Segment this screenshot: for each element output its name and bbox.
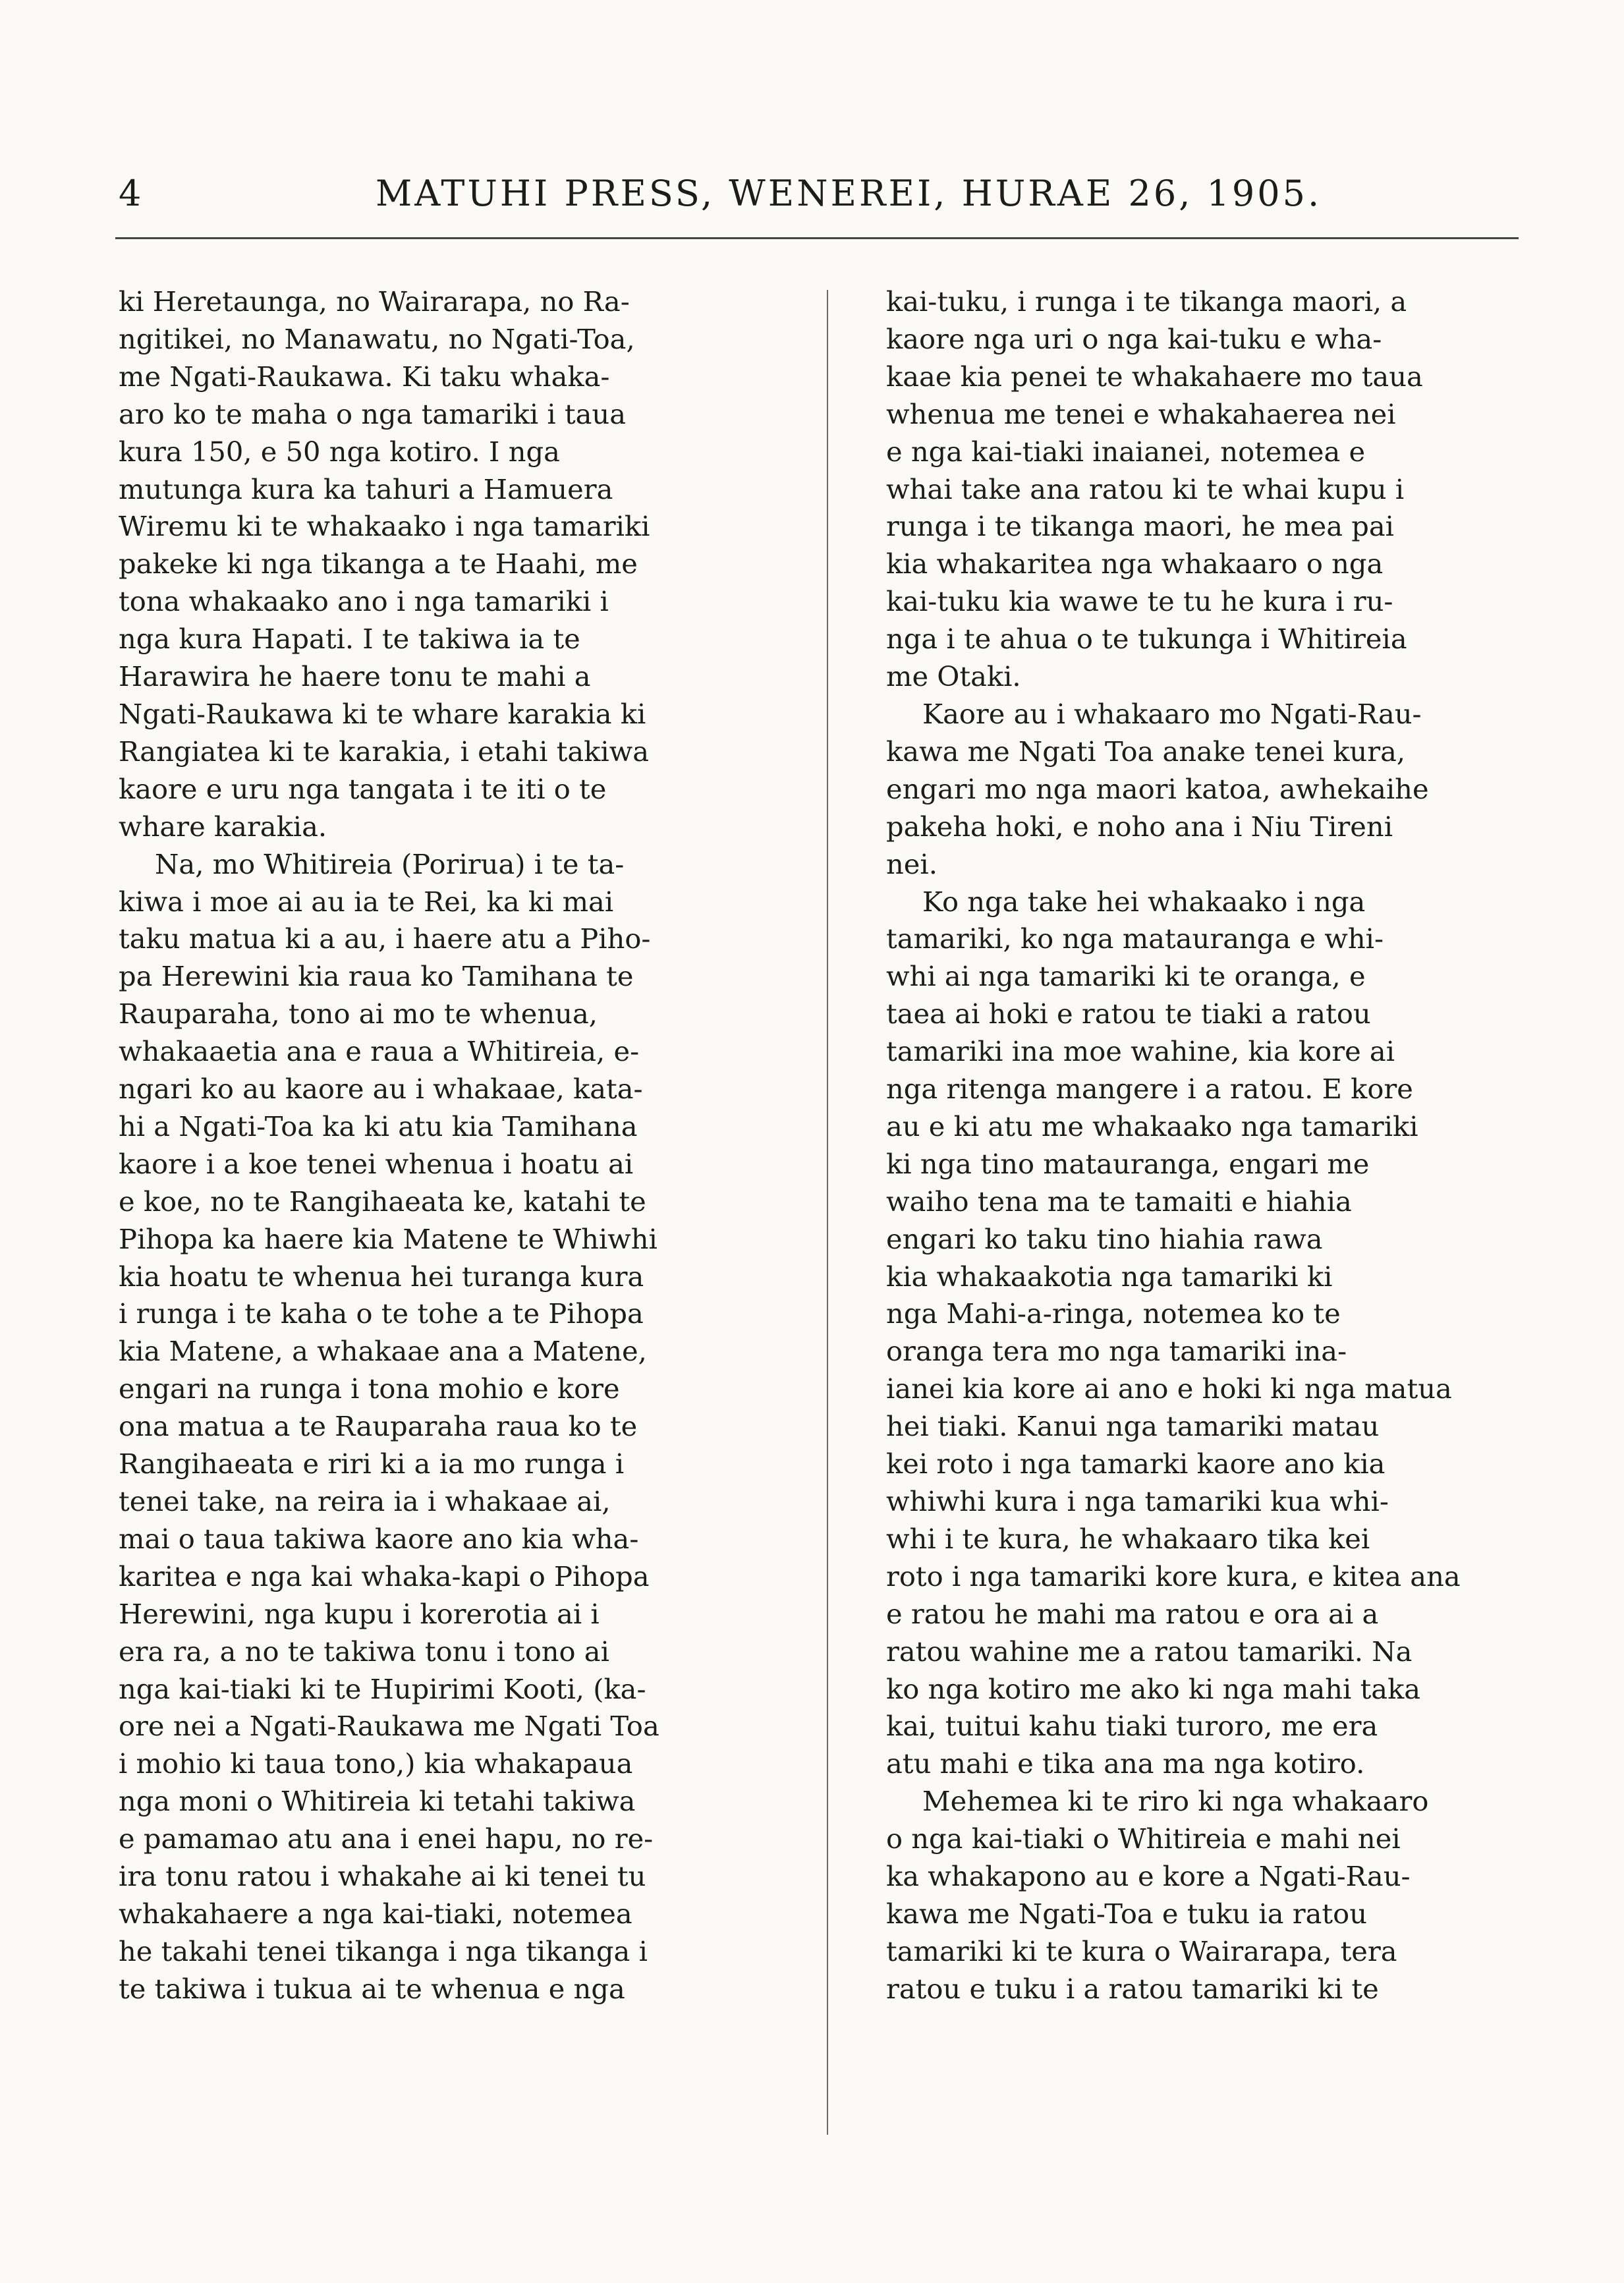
text-line: kaore i a koe tenei whenua i hoatu ai <box>119 1147 634 1180</box>
text-line: te takiwa i tukua ai te whenua e nga <box>119 1972 625 2005</box>
text-line: oranga tera mo nga tamariki ina- <box>886 1335 1347 1368</box>
text-line: Rauparaha, tono ai mo te whenua, <box>119 998 598 1030</box>
text-line: o nga kai-tiaki o Whitireia e mahi nei <box>886 1822 1401 1855</box>
text-line: engari mo nga maori katoa, awhekaihe <box>886 772 1429 805</box>
text-line: Kaore au i whakaaro mo Ngati-Rau- <box>922 697 1422 730</box>
text-line: kia Matene, a whakaae ana a Matene, <box>119 1335 647 1368</box>
text-line: e ratou he mahi ma ratou e ora ai a <box>886 1597 1379 1630</box>
text-line: engari ko taku tino hiahia rawa <box>886 1222 1323 1255</box>
text-line: ratou wahine me a ratou tamariki. Na <box>886 1635 1413 1668</box>
text-line: ngari ko au kaore au i whakaae, kata- <box>119 1073 643 1106</box>
text-line: kai-tuku, i runga i te tikanga maori, a <box>886 285 1407 318</box>
text-line: kia hoatu te whenua hei turanga kura <box>119 1260 644 1293</box>
text-line: Na, mo Whitireia (Porirua) i te ta- <box>155 847 625 880</box>
text-line: whi i te kura, he whakaaro tika kei <box>886 1522 1370 1555</box>
text-line: Rangihaeata e riri ki a ia mo runga i <box>119 1448 625 1480</box>
text-line: ianei kia kore ai ano e hoki ki nga matua <box>886 1372 1452 1405</box>
text-line: tona whakaako ano i nga tamariki i <box>119 585 609 618</box>
text-line: ka whakapono au e kore a Ngati-Rau- <box>886 1860 1411 1893</box>
text-line: Rangiatea ki te karakia, i etahi takiwa <box>119 735 650 768</box>
text-line: ko nga kotiro me ako ki nga mahi taka <box>886 1672 1421 1705</box>
text-line: nga moni o Whitireia ki tetahi takiwa <box>119 1785 636 1818</box>
text-line: tamariki, ko nga matauranga e whi- <box>886 922 1384 955</box>
text-line: ira tonu ratou i whakahe ai ki tenei tu <box>119 1860 646 1893</box>
text-line: Ko nga take hei whakaako i nga <box>922 885 1366 918</box>
text-line: ngitikei, no Manawatu, no Ngati-Toa, <box>119 322 635 355</box>
page-number: 4 <box>119 173 143 214</box>
text-line: nga i te ahua o te tukunga i Whitireia <box>886 623 1407 656</box>
text-line: era ra, a no te takiwa tonu i tono ai <box>119 1635 609 1668</box>
text-line: kia whakaritea nga whakaaro o nga <box>886 548 1384 580</box>
text-line: kura 150, e 50 nga kotiro. I nga <box>119 435 560 468</box>
text-line: Pihopa ka haere kia Matene te Whiwhi <box>119 1222 658 1255</box>
text-line: engari na runga i tona mohio e kore <box>119 1372 620 1405</box>
text-line: tamariki ki te kura o Wairarapa, tera <box>886 1934 1397 1967</box>
text-line: tamariki ina moe wahine, kia kore ai <box>886 1035 1395 1068</box>
text-line: ore nei a Ngati-Raukawa me Ngati Toa <box>119 1710 659 1743</box>
text-line: Herewini, nga kupu i korerotia ai i <box>119 1597 600 1630</box>
text-line: he takahi tenei tikanga i nga tikanga i <box>119 1934 648 1967</box>
text-line: nei. <box>886 847 938 880</box>
text-line: aro ko te maha o nga tamariki i taua <box>119 397 626 430</box>
text-line: taea ai hoki e ratou te tiaki a ratou <box>886 998 1371 1030</box>
text-line: Harawira he haere tonu te mahi a <box>119 660 591 693</box>
text-line: mutunga kura ka tahuri a Hamuera <box>119 472 613 505</box>
text-line: atu mahi e tika ana ma nga kotiro. <box>886 1747 1365 1780</box>
text-line: ki Heretaunga, no Wairarapa, no Ra- <box>119 285 630 318</box>
text-line: kawa me Ngati-Toa e tuku ia ratou <box>886 1897 1367 1930</box>
text-line: runga i te tikanga maori, he mea pai <box>886 510 1394 543</box>
text-line: kaae kia penei te whakahaere mo taua <box>886 360 1423 393</box>
text-line: hi a Ngati-Toa ka ki atu kia Tamihana <box>119 1110 638 1142</box>
text-line: kai-tuku kia wawe te tu he kura i ru- <box>886 585 1393 618</box>
text-line: au e ki atu me whakaako nga tamariki <box>886 1110 1418 1142</box>
text-line: kawa me Ngati Toa anake tenei kura, <box>886 735 1406 768</box>
text-line: kaore nga uri o nga kai-tuku e wha- <box>886 322 1382 355</box>
text-line: me Ngati-Raukawa. Ki taku whaka- <box>119 360 610 393</box>
text-line: kei roto i nga tamarki kaore ano kia <box>886 1448 1386 1480</box>
text-line: whare karakia. <box>119 810 327 843</box>
column-divider <box>827 290 828 2135</box>
text-line: tenei take, na reira ia i whakaae ai, <box>119 1485 611 1517</box>
masthead-title: MATUHI PRESS, WENEREI, HURAE 26, 1905. <box>376 173 1322 214</box>
text-line: me Otaki. <box>886 660 1021 693</box>
text-line: nga kura Hapati. I te takiwa ia te <box>119 623 580 656</box>
text-line: Mehemea ki te riro ki nga whakaaro <box>922 1785 1429 1818</box>
text-line: e pamamao atu ana i enei hapu, no re- <box>119 1822 654 1855</box>
text-line: Ngati-Raukawa ki te whare karakia ki <box>119 697 646 730</box>
text-line: nga Mahi-a-ringa, notemea ko te <box>886 1297 1341 1330</box>
text-line: roto i nga tamariki kore kura, e kitea ana <box>886 1560 1461 1592</box>
text-line: kai, tuitui kahu tiaki turoro, me era <box>886 1710 1378 1743</box>
text-line: i runga i te kaha o te tohe a te Pihopa <box>119 1297 644 1330</box>
text-line: whai take ana ratou ki te whai kupu i <box>886 472 1405 505</box>
text-line: whi ai nga tamariki ki te oranga, e <box>886 960 1366 993</box>
text-line: pakeke ki nga tikanga a te Haahi, me <box>119 548 638 580</box>
text-line: ona matua a te Rauparaha raua ko te <box>119 1410 638 1443</box>
text-line: ratou e tuku i a ratou tamariki ki te <box>886 1972 1379 2005</box>
text-line: i mohio ki taua tono,) kia whakapaua <box>119 1747 633 1780</box>
text-line: whakaaetia ana e raua a Whitireia, e- <box>119 1035 640 1068</box>
text-line: waiho tena ma te tamaiti e hiahia <box>886 1185 1352 1218</box>
text-line: mai o taua takiwa kaore ano kia wha- <box>119 1522 639 1555</box>
text-line: taku matua ki a au, i haere atu a Piho- <box>119 922 651 955</box>
header-rule <box>115 237 1519 239</box>
text-line: kia whakaakotia nga tamariki ki <box>886 1260 1333 1293</box>
text-line: e koe, no te Rangihaeata ke, katahi te <box>119 1185 646 1218</box>
text-line: kiwa i moe ai au ia te Rei, ka ki mai <box>119 885 614 918</box>
text-line: nga kai-tiaki ki te Hupirimi Kooti, (ka- <box>119 1672 646 1705</box>
text-line: kaore e uru nga tangata i te iti o te <box>119 772 607 805</box>
text-line: hei tiaki. Kanui nga tamariki matau <box>886 1410 1380 1443</box>
page-header <box>119 173 1436 219</box>
right-column <box>886 283 1552 2008</box>
text-line: ki nga tino matauranga, engari me <box>886 1147 1370 1180</box>
left-column <box>119 283 784 2008</box>
text-line: pakeha hoki, e noho ana i Niu Tireni <box>886 810 1393 843</box>
text-line: whenua me tenei e whakahaerea nei <box>886 397 1396 430</box>
text-line: Wiremu ki te whakaako i nga tamariki <box>119 510 650 543</box>
text-line: pa Herewini kia raua ko Tamihana te <box>119 960 634 993</box>
text-line: karitea e nga kai whaka-kapi o Pihopa <box>119 1560 650 1592</box>
text-line: whakahaere a nga kai-tiaki, notemea <box>119 1897 632 1930</box>
text-line: nga ritenga mangere i a ratou. E kore <box>886 1073 1413 1106</box>
text-line: e nga kai-tiaki inaianei, notemea e <box>886 435 1366 468</box>
text-line: whiwhi kura i nga tamariki kua whi- <box>886 1485 1389 1517</box>
